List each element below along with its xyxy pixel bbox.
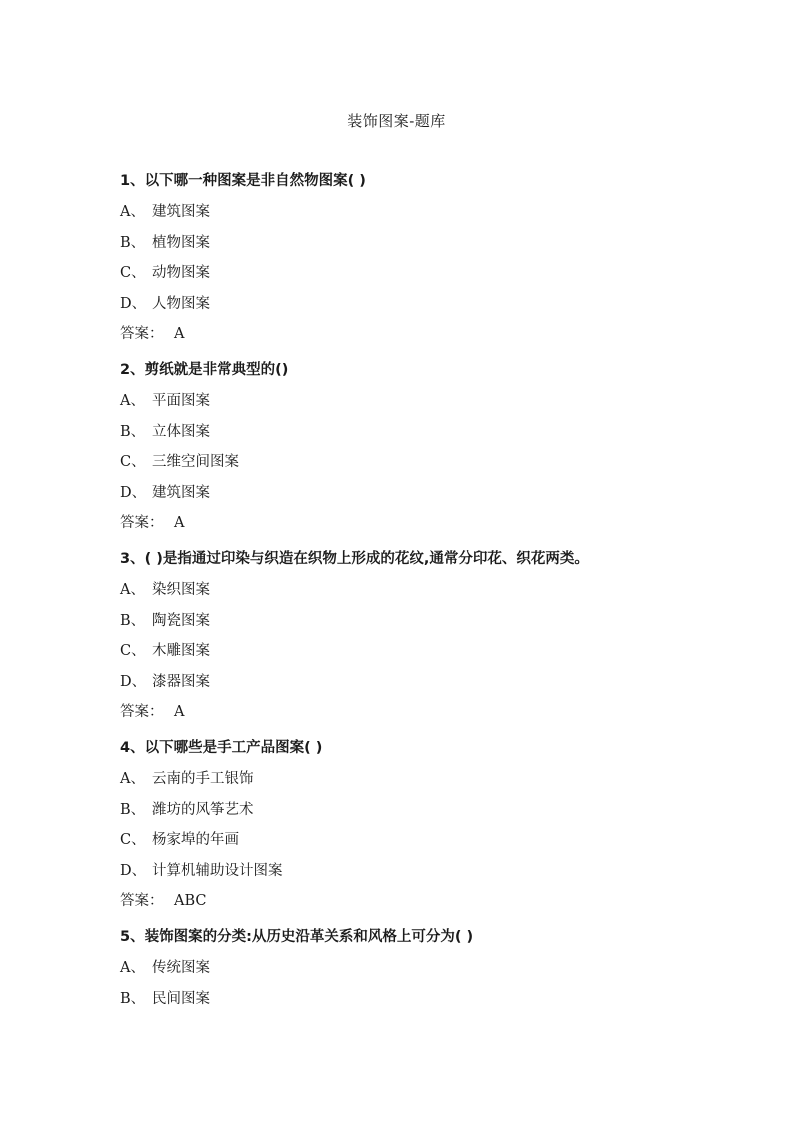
option-text: 计算机辅助设计图案 — [152, 862, 283, 879]
question-1 — [120, 170, 720, 345]
option-text: 人物图案 — [152, 295, 210, 312]
option-a — [120, 579, 720, 601]
answer-line — [120, 512, 720, 534]
option-a — [120, 957, 720, 979]
option-letter: C、 — [120, 265, 146, 281]
option-text: 平面图案 — [152, 393, 210, 409]
option-d — [120, 671, 720, 693]
answer-line — [120, 701, 720, 723]
option-b — [120, 421, 720, 443]
option-d — [120, 293, 720, 315]
question-5 — [120, 926, 720, 1010]
option-text: 建筑图案 — [152, 204, 210, 220]
option-a — [120, 201, 720, 223]
answer-value: A — [174, 704, 185, 720]
option-text: 植物图案 — [152, 234, 210, 251]
option-letter: B、 — [120, 423, 146, 440]
question-4 — [120, 737, 720, 912]
document-title: 装饰图案-题库 — [347, 112, 446, 130]
option-b — [120, 799, 720, 821]
option-text: 云南的手工银饰 — [152, 771, 254, 787]
question-text: 4、以下哪些是手工产品图案( ) — [120, 740, 323, 756]
option-text: 陶瓷图案 — [152, 612, 210, 629]
question-list — [120, 170, 720, 1018]
option-letter: B、 — [120, 801, 146, 818]
option-c — [120, 451, 720, 473]
answer-value: A — [174, 515, 185, 531]
option-letter: D、 — [120, 484, 147, 501]
option-text: 传统图案 — [152, 960, 210, 976]
option-c — [120, 262, 720, 284]
option-letter: A、 — [120, 393, 145, 409]
option-letter: B、 — [120, 612, 146, 629]
option-letter: C、 — [120, 643, 146, 659]
option-text: 立体图案 — [152, 423, 210, 440]
option-d — [120, 860, 720, 882]
answer-label: 答案： — [120, 704, 164, 720]
option-text: 漆器图案 — [152, 673, 210, 690]
option-text: 木雕图案 — [152, 643, 210, 659]
option-letter: D、 — [120, 295, 147, 312]
answer-value: A — [174, 326, 185, 342]
answer-label: 答案： — [120, 326, 164, 342]
option-text: 动物图案 — [152, 265, 210, 281]
option-letter: D、 — [120, 673, 147, 690]
option-letter: B、 — [120, 990, 146, 1007]
option-text: 民间图案 — [152, 990, 210, 1007]
option-letter: C、 — [120, 454, 146, 470]
option-a — [120, 768, 720, 790]
option-b — [120, 232, 720, 254]
question-text: 5、装饰图案的分类:从历史沿革关系和风格上可分为( ) — [120, 929, 474, 945]
option-text: 潍坊的风筝艺术 — [152, 801, 254, 818]
option-text: 杨家埠的年画 — [152, 832, 239, 848]
question-3 — [120, 548, 720, 723]
answer-label: 答案： — [120, 515, 164, 531]
option-a — [120, 390, 720, 412]
answer-label: 答案： — [120, 893, 164, 909]
answer-line — [120, 890, 720, 912]
option-letter: D、 — [120, 862, 147, 879]
question-2 — [120, 359, 720, 534]
answer-line — [120, 323, 720, 345]
answer-value: ABC — [174, 893, 207, 909]
option-letter: B、 — [120, 234, 146, 251]
option-letter: A、 — [120, 582, 145, 598]
option-d — [120, 482, 720, 504]
option-letter: A、 — [120, 771, 145, 787]
question-text: 3、( )是指通过印染与织造在织物上形成的花纹,通常分印花、织花两类。 — [120, 551, 589, 567]
option-c — [120, 640, 720, 662]
option-text: 建筑图案 — [152, 484, 210, 501]
option-b — [120, 988, 720, 1010]
option-text: 染织图案 — [152, 582, 210, 598]
option-letter: A、 — [120, 960, 145, 976]
option-b — [120, 610, 720, 632]
option-c — [120, 829, 720, 851]
option-letter: A、 — [120, 204, 145, 220]
option-letter: C、 — [120, 832, 146, 848]
question-text: 2、剪纸就是非常典型的() — [120, 362, 289, 378]
option-text: 三维空间图案 — [152, 454, 239, 470]
question-text: 1、以下哪一种图案是非自然物图案( ) — [120, 173, 366, 189]
